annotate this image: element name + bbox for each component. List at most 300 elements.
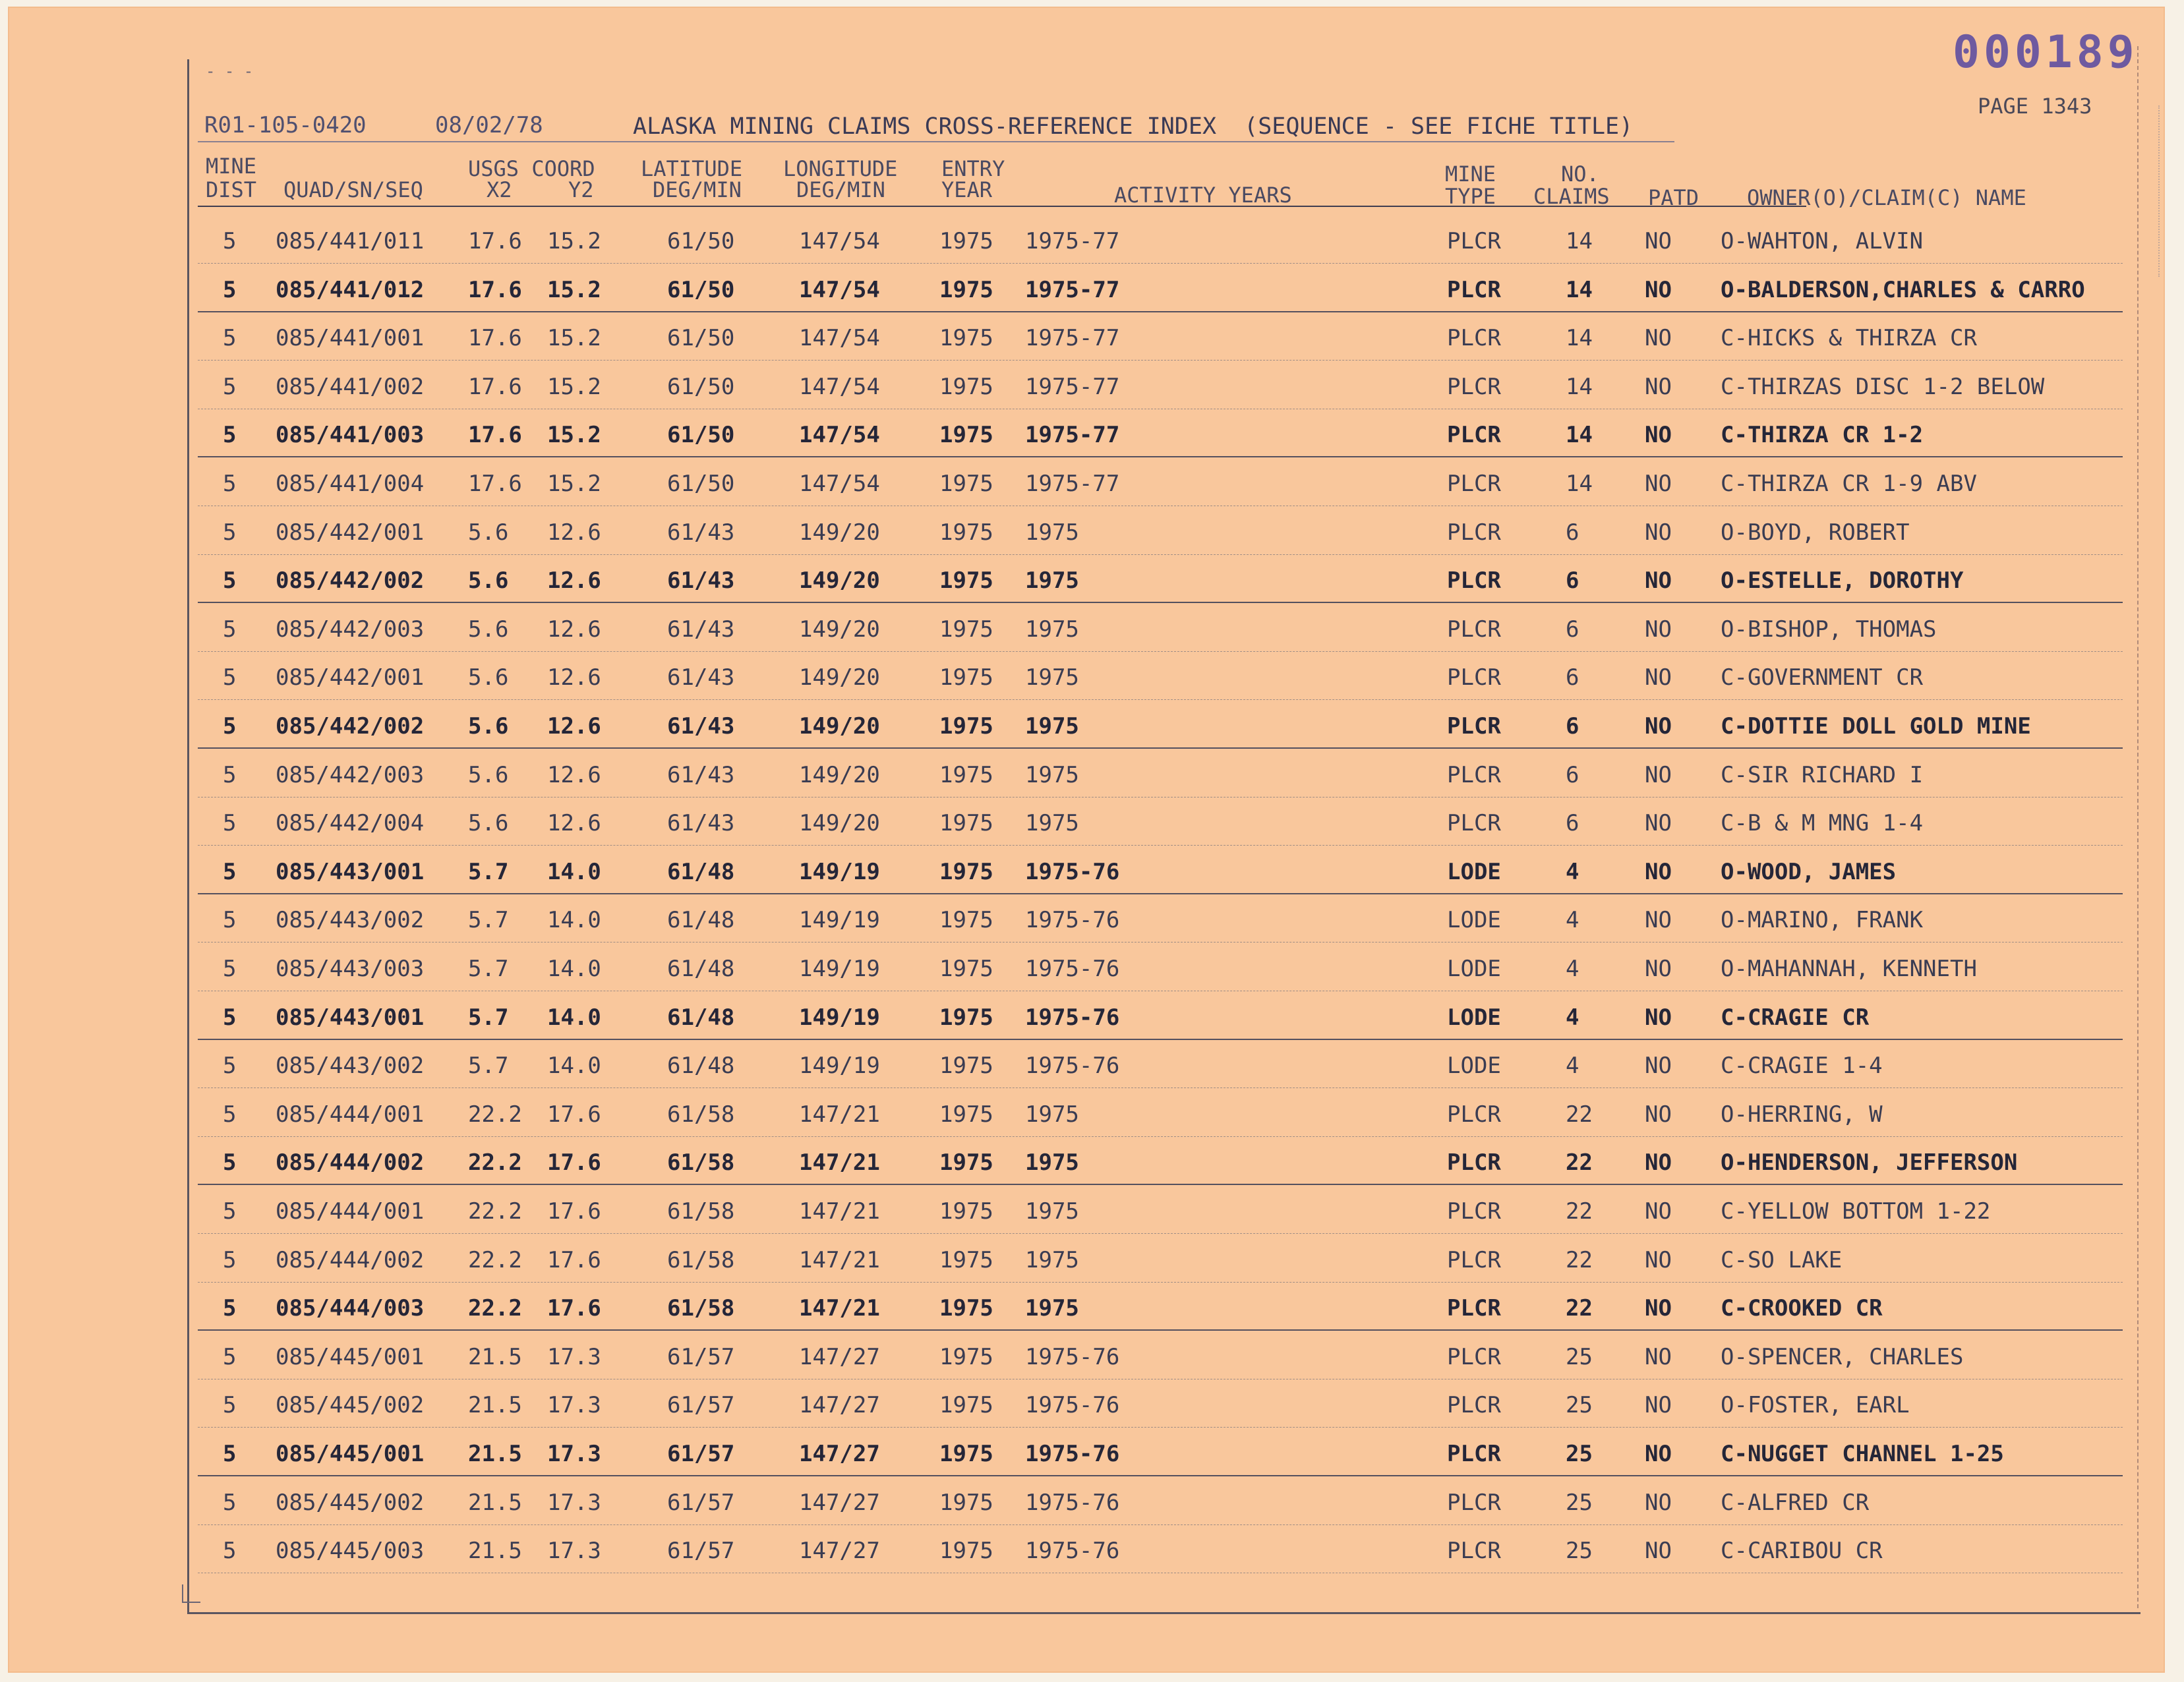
cell-mine-type: LODE bbox=[1447, 956, 1501, 982]
cell-mine-dist: 5 bbox=[223, 1053, 237, 1079]
cell-mine-dist: 5 bbox=[223, 713, 237, 740]
cell-owner-claim-name: O-BISHOP, THOMAS bbox=[1721, 616, 1937, 643]
cell-no-claims: 14 bbox=[1566, 325, 1593, 351]
cell-x2: 17.6 bbox=[468, 422, 522, 448]
cell-mine-dist: 5 bbox=[223, 1490, 237, 1516]
table-row bbox=[198, 991, 2123, 1040]
cell-y2: 17.3 bbox=[547, 1392, 601, 1418]
cell-x2: 22.2 bbox=[468, 1247, 522, 1273]
cell-mine-type: LODE bbox=[1447, 1053, 1501, 1079]
cell-latitude: 61/50 bbox=[667, 471, 735, 497]
header-longitude-units: DEG/MIN bbox=[796, 177, 885, 202]
cell-quad-sn-seq: 085/441/003 bbox=[276, 422, 425, 448]
cell-entry-year: 1975 bbox=[939, 859, 993, 885]
header-mine-dist-top: MINE bbox=[206, 154, 257, 179]
cell-quad-sn-seq: 085/441/011 bbox=[276, 228, 425, 254]
cell-x2: 5.6 bbox=[468, 616, 509, 643]
cell-mine-dist: 5 bbox=[223, 664, 237, 691]
cell-owner-claim-name: C-CROOKED CR bbox=[1721, 1295, 1883, 1321]
cell-owner-claim-name: C-NUGGET CHANNEL 1-25 bbox=[1721, 1441, 2004, 1467]
cell-quad-sn-seq: 085/444/003 bbox=[276, 1295, 425, 1321]
cell-entry-year: 1975 bbox=[939, 1392, 993, 1418]
cell-mine-dist: 5 bbox=[223, 907, 237, 933]
cell-latitude: 61/43 bbox=[667, 616, 735, 643]
cell-longitude: 147/21 bbox=[799, 1149, 880, 1176]
cell-x2: 5.7 bbox=[468, 1004, 509, 1031]
cell-patd: NO bbox=[1645, 1101, 1672, 1128]
cell-mine-dist: 5 bbox=[223, 810, 237, 836]
cell-quad-sn-seq: 085/444/001 bbox=[276, 1198, 425, 1225]
cell-longitude: 147/21 bbox=[799, 1198, 880, 1225]
cell-latitude: 61/58 bbox=[667, 1149, 735, 1176]
cell-entry-year: 1975 bbox=[939, 1490, 993, 1516]
cell-longitude: 147/54 bbox=[799, 228, 880, 254]
cell-quad-sn-seq: 085/442/004 bbox=[276, 810, 425, 836]
cell-entry-year: 1975 bbox=[939, 713, 993, 740]
cell-y2: 17.6 bbox=[547, 1247, 601, 1273]
cell-entry-year: 1975 bbox=[939, 471, 993, 497]
cell-longitude: 149/20 bbox=[799, 567, 880, 594]
cell-owner-claim-name: O-HENDERSON, JEFFERSON bbox=[1721, 1149, 2018, 1176]
cell-no-claims: 25 bbox=[1566, 1538, 1593, 1564]
header-x2: X2 bbox=[487, 177, 512, 202]
cell-no-claims: 4 bbox=[1566, 1053, 1579, 1079]
cell-mine-dist: 5 bbox=[223, 1149, 237, 1176]
cell-mine-dist: 5 bbox=[223, 616, 237, 643]
cell-latitude: 61/50 bbox=[667, 325, 735, 351]
cell-quad-sn-seq: 085/442/001 bbox=[276, 519, 425, 546]
cell-no-claims: 4 bbox=[1566, 956, 1579, 982]
cell-x2: 5.7 bbox=[468, 859, 509, 885]
cell-entry-year: 1975 bbox=[939, 422, 993, 448]
cell-activity-years: 1975-76 bbox=[1025, 1053, 1120, 1079]
cell-mine-type: PLCR bbox=[1447, 810, 1501, 836]
cell-no-claims: 6 bbox=[1566, 762, 1579, 788]
header-longitude: LONGITUDE bbox=[783, 156, 898, 181]
cell-patd: NO bbox=[1645, 374, 1672, 400]
cell-mine-dist: 5 bbox=[223, 1295, 237, 1321]
cell-x2: 17.6 bbox=[468, 471, 522, 497]
margin-perforation bbox=[2132, 105, 2160, 277]
cell-mine-type: LODE bbox=[1447, 859, 1501, 885]
cell-latitude: 61/48 bbox=[667, 907, 735, 933]
cell-owner-claim-name: C-SO LAKE bbox=[1721, 1247, 1843, 1273]
header-latitude-units: DEG/MIN bbox=[653, 177, 742, 202]
cell-mine-type: PLCR bbox=[1447, 1344, 1501, 1370]
cell-quad-sn-seq: 085/442/003 bbox=[276, 762, 425, 788]
cell-owner-claim-name: C-THIRZA CR 1-9 ABV bbox=[1721, 471, 1977, 497]
cell-entry-year: 1975 bbox=[939, 810, 993, 836]
cell-x2: 22.2 bbox=[468, 1198, 522, 1225]
cell-activity-years: 1975-76 bbox=[1025, 859, 1120, 885]
report-date: 08/02/78 bbox=[435, 112, 543, 138]
cell-entry-year: 1975 bbox=[939, 1344, 993, 1370]
cell-mine-dist: 5 bbox=[223, 471, 237, 497]
title-underline bbox=[198, 141, 1674, 142]
cell-mine-dist: 5 bbox=[223, 1004, 237, 1031]
cell-longitude: 147/54 bbox=[799, 422, 880, 448]
cell-mine-type: PLCR bbox=[1447, 471, 1501, 497]
cell-quad-sn-seq: 085/444/002 bbox=[276, 1247, 425, 1273]
cell-mine-dist: 5 bbox=[223, 859, 237, 885]
cell-x2: 17.6 bbox=[468, 228, 522, 254]
table-row bbox=[198, 700, 2123, 749]
cell-y2: 17.3 bbox=[547, 1490, 601, 1516]
cell-latitude: 61/48 bbox=[667, 1053, 735, 1079]
cell-mine-dist: 5 bbox=[223, 1344, 237, 1370]
cell-entry-year: 1975 bbox=[939, 1538, 993, 1564]
cell-owner-claim-name: O-MAHANNAH, KENNETH bbox=[1721, 956, 1977, 982]
cell-no-claims: 14 bbox=[1566, 277, 1593, 303]
cell-entry-year: 1975 bbox=[939, 519, 993, 546]
cell-entry-year: 1975 bbox=[939, 616, 993, 643]
cell-mine-dist: 5 bbox=[223, 956, 237, 982]
table-row bbox=[198, 409, 2123, 457]
cell-no-claims: 22 bbox=[1566, 1101, 1593, 1128]
report-id: R01-105-0420 bbox=[204, 112, 367, 138]
cell-patd: NO bbox=[1645, 1344, 1672, 1370]
cell-owner-claim-name: C-CRAGIE 1-4 bbox=[1721, 1053, 1883, 1079]
cell-longitude: 147/21 bbox=[799, 1101, 880, 1128]
table-row bbox=[198, 651, 2123, 700]
cell-quad-sn-seq: 085/442/001 bbox=[276, 664, 425, 691]
table-row bbox=[198, 554, 2123, 603]
cell-mine-dist: 5 bbox=[223, 1198, 237, 1225]
cell-owner-claim-name: C-ALFRED CR bbox=[1721, 1490, 1870, 1516]
cell-quad-sn-seq: 085/442/003 bbox=[276, 616, 425, 643]
cell-latitude: 61/58 bbox=[667, 1247, 735, 1273]
cell-y2: 12.6 bbox=[547, 519, 601, 546]
cell-no-claims: 25 bbox=[1566, 1344, 1593, 1370]
cell-latitude: 61/50 bbox=[667, 277, 735, 303]
cell-patd: NO bbox=[1645, 907, 1672, 933]
cell-longitude: 149/19 bbox=[799, 956, 880, 982]
cell-entry-year: 1975 bbox=[939, 228, 993, 254]
cell-longitude: 149/20 bbox=[799, 713, 880, 740]
table-row bbox=[198, 1185, 2123, 1234]
cell-activity-years: 1975-77 bbox=[1025, 325, 1120, 351]
cell-y2: 15.2 bbox=[547, 374, 601, 400]
table-row bbox=[198, 506, 2123, 555]
cell-longitude: 147/27 bbox=[799, 1441, 880, 1467]
cell-patd: NO bbox=[1645, 1295, 1672, 1321]
cell-entry-year: 1975 bbox=[939, 277, 993, 303]
cell-mine-type: PLCR bbox=[1447, 1247, 1501, 1273]
header-usgs-coord: USGS COORD bbox=[468, 156, 595, 181]
header-y2: Y2 bbox=[568, 177, 594, 202]
header-no-claims: CLAIMS bbox=[1533, 184, 1610, 209]
table-row bbox=[198, 1524, 2123, 1573]
table-row bbox=[198, 1088, 2123, 1137]
cell-owner-claim-name: C-DOTTIE DOLL GOLD MINE bbox=[1721, 713, 2031, 740]
cell-mine-type: LODE bbox=[1447, 907, 1501, 933]
cell-quad-sn-seq: 085/441/001 bbox=[276, 325, 425, 351]
cell-patd: NO bbox=[1645, 859, 1672, 885]
cell-longitude: 149/20 bbox=[799, 616, 880, 643]
cell-activity-years: 1975-76 bbox=[1025, 1441, 1120, 1467]
cell-mine-type: LODE bbox=[1447, 1004, 1501, 1031]
cell-activity-years: 1975 bbox=[1025, 1198, 1079, 1225]
cell-longitude: 147/27 bbox=[799, 1344, 880, 1370]
cell-patd: NO bbox=[1645, 1392, 1672, 1418]
cell-latitude: 61/57 bbox=[667, 1538, 735, 1564]
cell-no-claims: 4 bbox=[1566, 1004, 1579, 1031]
table-row bbox=[198, 215, 2123, 264]
cell-latitude: 61/50 bbox=[667, 374, 735, 400]
header-patd: PATD bbox=[1648, 185, 1699, 210]
cell-entry-year: 1975 bbox=[939, 956, 993, 982]
cell-x2: 5.6 bbox=[468, 567, 509, 594]
cell-x2: 22.2 bbox=[468, 1149, 522, 1176]
cell-owner-claim-name: C-B & M MNG 1-4 bbox=[1721, 810, 1924, 836]
cell-y2: 17.3 bbox=[547, 1344, 601, 1370]
cell-longitude: 149/20 bbox=[799, 810, 880, 836]
header-entry-year: YEAR bbox=[941, 177, 993, 202]
cell-no-claims: 4 bbox=[1566, 859, 1579, 885]
cell-quad-sn-seq: 085/443/001 bbox=[276, 859, 425, 885]
cell-quad-sn-seq: 085/445/002 bbox=[276, 1392, 425, 1418]
cell-owner-claim-name: O-FOSTER, EARL bbox=[1721, 1392, 1910, 1418]
cell-mine-dist: 5 bbox=[223, 519, 237, 546]
cell-latitude: 61/48 bbox=[667, 1004, 735, 1031]
cell-y2: 17.6 bbox=[547, 1198, 601, 1225]
cell-activity-years: 1975-76 bbox=[1025, 1538, 1120, 1564]
table-row bbox=[198, 264, 2123, 312]
cell-activity-years: 1975 bbox=[1025, 1149, 1079, 1176]
cell-longitude: 147/54 bbox=[799, 277, 880, 303]
cell-latitude: 61/43 bbox=[667, 664, 735, 691]
cell-patd: NO bbox=[1645, 228, 1672, 254]
cell-mine-type: PLCR bbox=[1447, 1295, 1501, 1321]
cell-y2: 15.2 bbox=[547, 422, 601, 448]
cell-owner-claim-name: O-SPENCER, CHARLES bbox=[1721, 1344, 1964, 1370]
table-row bbox=[198, 1331, 2123, 1379]
cell-entry-year: 1975 bbox=[939, 1004, 993, 1031]
cell-activity-years: 1975-76 bbox=[1025, 1344, 1120, 1370]
cell-patd: NO bbox=[1645, 713, 1672, 740]
cell-no-claims: 22 bbox=[1566, 1198, 1593, 1225]
cell-no-claims: 6 bbox=[1566, 713, 1579, 740]
cell-mine-type: PLCR bbox=[1447, 374, 1501, 400]
cell-mine-type: PLCR bbox=[1447, 1538, 1501, 1564]
cell-x2: 5.6 bbox=[468, 664, 509, 691]
cell-y2: 15.2 bbox=[547, 277, 601, 303]
cell-quad-sn-seq: 085/444/002 bbox=[276, 1149, 425, 1176]
table-row bbox=[198, 1282, 2123, 1331]
cell-mine-dist: 5 bbox=[223, 374, 237, 400]
cell-mine-dist: 5 bbox=[223, 1538, 237, 1564]
cell-x2: 5.7 bbox=[468, 907, 509, 933]
cell-x2: 21.5 bbox=[468, 1392, 522, 1418]
cell-y2: 14.0 bbox=[547, 956, 601, 982]
cell-activity-years: 1975 bbox=[1025, 1247, 1079, 1273]
report-title: ALASKA MINING CLAIMS CROSS-REFERENCE INDEX (SEQUENCE - SEE FICHE TITLE) bbox=[633, 113, 1634, 140]
cell-mine-type: PLCR bbox=[1447, 277, 1501, 303]
table-row bbox=[198, 1234, 2123, 1283]
cell-x2: 22.2 bbox=[468, 1295, 522, 1321]
cell-patd: NO bbox=[1645, 1247, 1672, 1273]
cell-mine-type: PLCR bbox=[1447, 325, 1501, 351]
cell-entry-year: 1975 bbox=[939, 1247, 993, 1273]
cell-y2: 14.0 bbox=[547, 907, 601, 933]
cell-owner-claim-name: C-THIRZA CR 1-2 bbox=[1721, 422, 1924, 448]
cell-no-claims: 22 bbox=[1566, 1149, 1593, 1176]
cell-mine-type: PLCR bbox=[1447, 1198, 1501, 1225]
cell-x2: 5.7 bbox=[468, 1053, 509, 1079]
cell-mine-dist: 5 bbox=[223, 1392, 237, 1418]
cell-activity-years: 1975-77 bbox=[1025, 228, 1120, 254]
cell-activity-years: 1975 bbox=[1025, 1101, 1079, 1128]
cell-latitude: 61/58 bbox=[667, 1198, 735, 1225]
cell-entry-year: 1975 bbox=[939, 1149, 993, 1176]
cell-entry-year: 1975 bbox=[939, 907, 993, 933]
table-row bbox=[198, 312, 2123, 361]
cell-mine-type: PLCR bbox=[1447, 1490, 1501, 1516]
cell-y2: 12.6 bbox=[547, 616, 601, 643]
cell-mine-dist: 5 bbox=[223, 762, 237, 788]
cell-quad-sn-seq: 085/445/001 bbox=[276, 1441, 425, 1467]
cell-activity-years: 1975-77 bbox=[1025, 277, 1120, 303]
cell-mine-type: PLCR bbox=[1447, 1101, 1501, 1128]
cell-quad-sn-seq: 085/443/002 bbox=[276, 1053, 425, 1079]
cell-entry-year: 1975 bbox=[939, 1441, 993, 1467]
cell-y2: 17.6 bbox=[547, 1149, 601, 1176]
cell-x2: 5.6 bbox=[468, 713, 509, 740]
cell-patd: NO bbox=[1645, 762, 1672, 788]
cell-activity-years: 1975 bbox=[1025, 616, 1079, 643]
cell-quad-sn-seq: 085/441/012 bbox=[276, 277, 425, 303]
cell-x2: 17.6 bbox=[468, 374, 522, 400]
cell-y2: 15.2 bbox=[547, 471, 601, 497]
cell-x2: 21.5 bbox=[468, 1538, 522, 1564]
cell-activity-years: 1975-76 bbox=[1025, 956, 1120, 982]
cell-longitude: 149/19 bbox=[799, 1053, 880, 1079]
cell-mine-dist: 5 bbox=[223, 228, 237, 254]
header-entry: ENTRY bbox=[941, 156, 1005, 181]
cell-owner-claim-name: C-CARIBOU CR bbox=[1721, 1538, 1883, 1564]
cell-latitude: 61/43 bbox=[667, 519, 735, 546]
table-row bbox=[198, 1136, 2123, 1185]
cell-entry-year: 1975 bbox=[939, 664, 993, 691]
cell-mine-dist: 5 bbox=[223, 422, 237, 448]
cell-owner-claim-name: O-WOOD, JAMES bbox=[1721, 859, 1897, 885]
cell-mine-dist: 5 bbox=[223, 567, 237, 594]
cell-y2: 14.0 bbox=[547, 1053, 601, 1079]
cell-entry-year: 1975 bbox=[939, 1053, 993, 1079]
cell-patd: NO bbox=[1645, 1004, 1672, 1031]
cell-owner-claim-name: C-SIR RICHARD I bbox=[1721, 762, 1924, 788]
cell-entry-year: 1975 bbox=[939, 374, 993, 400]
cell-no-claims: 22 bbox=[1566, 1247, 1593, 1273]
cell-latitude: 61/50 bbox=[667, 228, 735, 254]
cell-owner-claim-name: O-HERRING, W bbox=[1721, 1101, 1883, 1128]
cell-longitude: 149/20 bbox=[799, 664, 880, 691]
table-row bbox=[198, 797, 2123, 846]
cell-patd: NO bbox=[1645, 277, 1672, 303]
header-quad-sn-seq: QUAD/SN/SEQ bbox=[283, 177, 423, 202]
cell-mine-type: PLCR bbox=[1447, 664, 1501, 691]
cell-activity-years: 1975 bbox=[1025, 664, 1079, 691]
cell-entry-year: 1975 bbox=[939, 567, 993, 594]
cell-patd: NO bbox=[1645, 1149, 1672, 1176]
stamp-number: 000189 bbox=[1953, 26, 2139, 78]
cell-quad-sn-seq: 085/443/002 bbox=[276, 907, 425, 933]
cell-y2: 14.0 bbox=[547, 859, 601, 885]
cell-mine-type: PLCR bbox=[1447, 1392, 1501, 1418]
cell-owner-claim-name: O-BOYD, ROBERT bbox=[1721, 519, 1910, 546]
cell-latitude: 61/48 bbox=[667, 956, 735, 982]
cell-no-claims: 6 bbox=[1566, 567, 1579, 594]
header-underline bbox=[198, 206, 1806, 207]
cell-activity-years: 1975-76 bbox=[1025, 907, 1120, 933]
cell-patd: NO bbox=[1645, 519, 1672, 546]
page-frame-right-edge bbox=[2137, 46, 2139, 1608]
cell-no-claims: 25 bbox=[1566, 1441, 1593, 1467]
cell-latitude: 61/43 bbox=[667, 713, 735, 740]
cell-y2: 12.6 bbox=[547, 567, 601, 594]
cell-activity-years: 1975 bbox=[1025, 810, 1079, 836]
cell-entry-year: 1975 bbox=[939, 1101, 993, 1128]
cell-mine-type: PLCR bbox=[1447, 228, 1501, 254]
cell-no-claims: 14 bbox=[1566, 471, 1593, 497]
cell-y2: 17.6 bbox=[547, 1101, 601, 1128]
cell-y2: 12.6 bbox=[547, 713, 601, 740]
cell-quad-sn-seq: 085/444/001 bbox=[276, 1101, 425, 1128]
cell-owner-claim-name: C-CRAGIE CR bbox=[1721, 1004, 1870, 1031]
cell-owner-claim-name: C-GOVERNMENT CR bbox=[1721, 664, 1924, 691]
cell-activity-years: 1975-77 bbox=[1025, 374, 1120, 400]
cell-mine-type: PLCR bbox=[1447, 1441, 1501, 1467]
cell-x2: 5.6 bbox=[468, 762, 509, 788]
cell-quad-sn-seq: 085/441/002 bbox=[276, 374, 425, 400]
header-owner-claim-name: OWNER(O)/CLAIM(C) NAME bbox=[1747, 185, 2026, 210]
header-mine-type-top: MINE bbox=[1445, 161, 1496, 187]
cell-patd: NO bbox=[1645, 1198, 1672, 1225]
cell-patd: NO bbox=[1645, 810, 1672, 836]
cell-y2: 15.2 bbox=[547, 325, 601, 351]
cell-activity-years: 1975-77 bbox=[1025, 422, 1120, 448]
cell-y2: 12.6 bbox=[547, 762, 601, 788]
cell-longitude: 149/19 bbox=[799, 907, 880, 933]
cell-activity-years: 1975-77 bbox=[1025, 471, 1120, 497]
table-row bbox=[198, 457, 2123, 506]
cell-latitude: 61/43 bbox=[667, 567, 735, 594]
cell-longitude: 147/21 bbox=[799, 1295, 880, 1321]
cell-latitude: 61/50 bbox=[667, 422, 735, 448]
cell-patd: NO bbox=[1645, 567, 1672, 594]
cell-entry-year: 1975 bbox=[939, 762, 993, 788]
corner-tick-mark: - - - bbox=[206, 62, 254, 80]
cell-owner-claim-name: O-ESTELLE, DOROTHY bbox=[1721, 567, 1964, 594]
cell-quad-sn-seq: 085/445/003 bbox=[276, 1538, 425, 1564]
cell-quad-sn-seq: 085/442/002 bbox=[276, 567, 425, 594]
table-row bbox=[198, 749, 2123, 798]
cell-latitude: 61/58 bbox=[667, 1101, 735, 1128]
cell-longitude: 149/20 bbox=[799, 762, 880, 788]
cell-no-claims: 14 bbox=[1566, 228, 1593, 254]
cell-activity-years: 1975-76 bbox=[1025, 1004, 1120, 1031]
cell-patd: NO bbox=[1645, 1490, 1672, 1516]
cell-activity-years: 1975 bbox=[1025, 519, 1079, 546]
cell-x2: 5.6 bbox=[468, 810, 509, 836]
cell-latitude: 61/43 bbox=[667, 762, 735, 788]
cell-patd: NO bbox=[1645, 1053, 1672, 1079]
cell-x2: 21.5 bbox=[468, 1441, 522, 1467]
header-latitude: LATITUDE bbox=[641, 156, 743, 181]
cell-no-claims: 14 bbox=[1566, 374, 1593, 400]
table-row bbox=[198, 1379, 2123, 1428]
cell-activity-years: 1975 bbox=[1025, 1295, 1079, 1321]
